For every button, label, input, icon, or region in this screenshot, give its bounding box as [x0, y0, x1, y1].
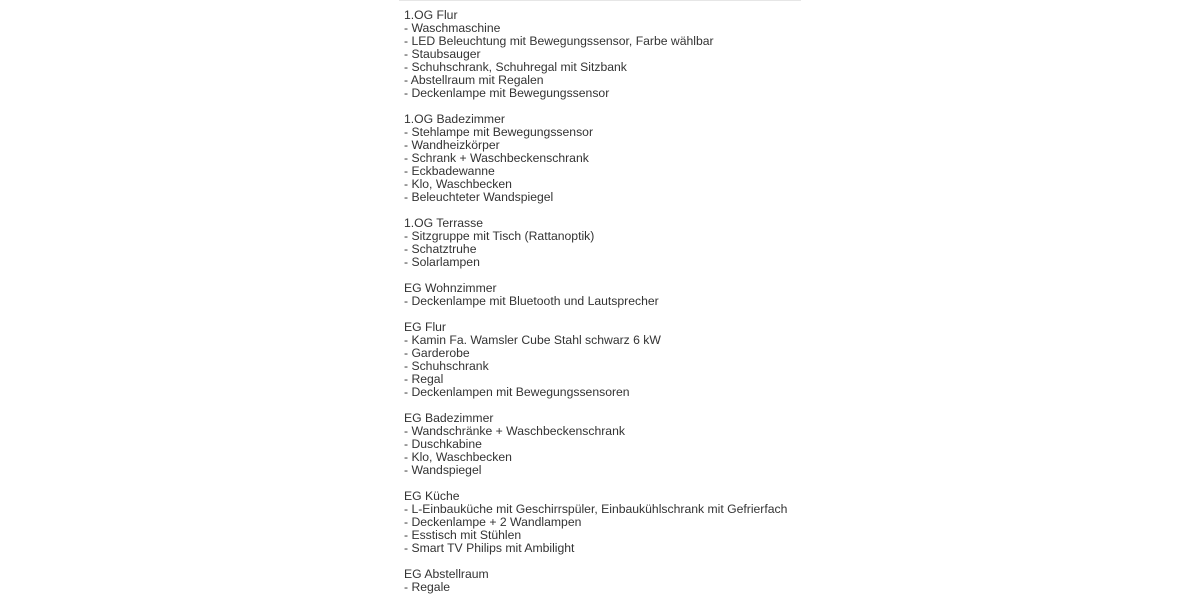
room-section: [404, 490, 787, 555]
room-section: [404, 113, 787, 204]
equipment-item: - Beleuchteter Wandspiegel: [404, 190, 554, 204]
equipment-item: - Schuhschrank: [404, 359, 489, 373]
room-title: EG Wohnzimmer: [404, 281, 497, 295]
room-section: [404, 321, 787, 399]
room-title: EG Küche: [404, 489, 460, 503]
room-section: [404, 9, 787, 100]
equipment-item: - Wandspiegel: [404, 463, 482, 477]
room-section: [404, 282, 787, 308]
room-equipment-list: [404, 9, 787, 594]
equipment-item: - Klo, Waschbecken: [404, 177, 512, 191]
equipment-item: - Schrank + Waschbeckenschrank: [404, 151, 589, 165]
equipment-item: - Wandschränke + Waschbeckenschrank: [404, 424, 625, 438]
equipment-item: - Schuhschrank, Schuhregal mit Sitzbank: [404, 60, 627, 74]
room-title: 1.OG Terrasse: [404, 216, 484, 230]
equipment-item: - Stehlampe mit Bewegungssensor: [404, 125, 594, 139]
equipment-item: - Smart TV Philips mit Ambilight: [404, 541, 575, 555]
room-title: 1.OG Flur: [404, 8, 458, 22]
equipment-item: - Deckenlampe mit Bewegungssensor: [404, 86, 610, 100]
equipment-item: - Sitzgruppe mit Tisch (Rattanoptik): [404, 229, 595, 243]
room-title: EG Abstellraum: [404, 567, 489, 581]
equipment-item: - Waschmaschine: [404, 21, 501, 35]
equipment-item: - Kamin Fa. Wamsler Cube Stahl schwarz 6 kW: [404, 333, 661, 347]
equipment-item: - Esstisch mit Stühlen: [404, 528, 522, 542]
equipment-item: - Wandheizkörper: [404, 138, 500, 152]
equipment-item: - Deckenlampe mit Bluetooth und Lautsprecher: [404, 294, 659, 308]
equipment-item: - Eckbadewanne: [404, 164, 495, 178]
equipment-item: - LED Beleuchtung mit Bewegungssensor, Farbe wählbar: [404, 34, 714, 48]
equipment-item: - Regal: [404, 372, 444, 386]
equipment-item: - Deckenlampe + 2 Wandlampen: [404, 515, 582, 529]
equipment-item: - Solarlampen: [404, 255, 480, 269]
equipment-item: - Regale: [404, 580, 451, 594]
room-title: EG Flur: [404, 320, 446, 334]
equipment-item: - Staubsauger: [404, 47, 481, 61]
room-section: [404, 412, 787, 477]
equipment-item: - Duschkabine: [404, 437, 482, 451]
equipment-item: - Deckenlampen mit Bewegungssensoren: [404, 385, 630, 399]
room-title: 1.OG Badezimmer: [404, 112, 505, 126]
equipment-item: - Klo, Waschbecken: [404, 450, 512, 464]
room-title: EG Badezimmer: [404, 411, 494, 425]
room-section: [404, 568, 787, 594]
equipment-item: - Abstellraum mit Regalen: [404, 73, 544, 87]
equipment-item: - L-Einbauküche mit Geschirrspüler, Einbaukühlschrank mit Gefrierfach: [404, 502, 788, 516]
equipment-item: - Garderobe: [404, 346, 470, 360]
room-section: [404, 217, 787, 269]
equipment-item: - Schatztruhe: [404, 242, 477, 256]
